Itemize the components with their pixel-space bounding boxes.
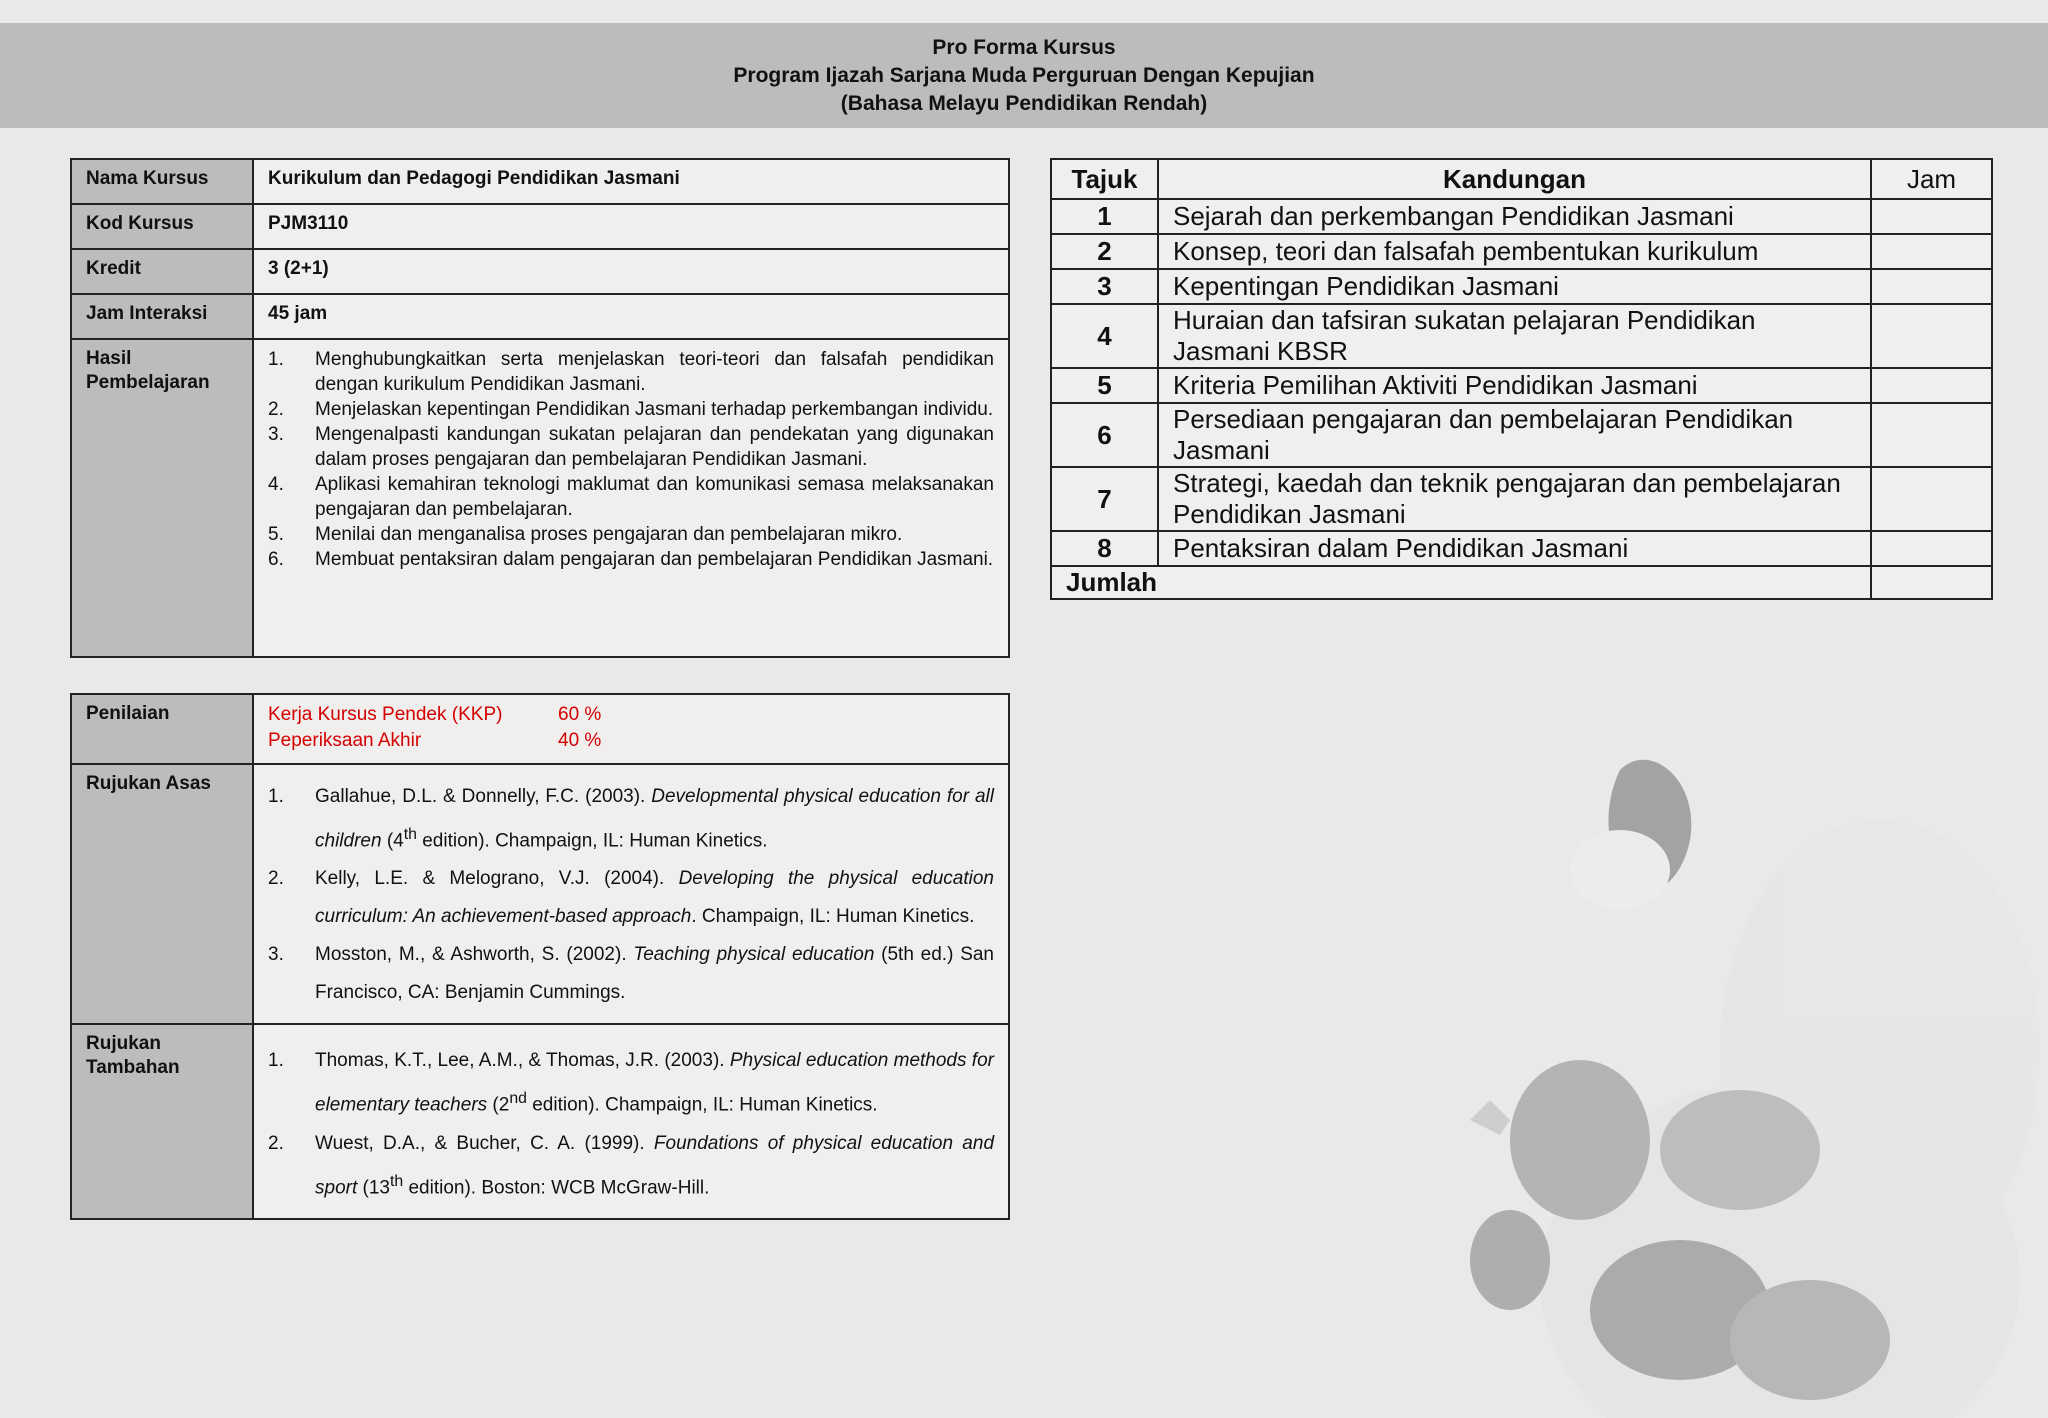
outcome-text: Menjelaskan kepentingan Pendidikan Jasmani terhadap perkembangan individu. [315, 399, 994, 420]
outcomes-cell [253, 339, 1009, 657]
reference-authors: Kelly, L.E. & Melograno, V.J. (2004). [315, 868, 679, 890]
reference-number: 1. [268, 786, 284, 807]
outcome-item [268, 347, 994, 397]
outcome-text: Membuat pentaksiran dalam pengajaran dan pembelajaran Pendidikan Jasmani. [315, 549, 994, 570]
outcome-text: Mengenalpasti kandungan sukatan pelajaran dan pendekatan yang digunakan dalam proses pengajaran dan pembelajaran Pendidikan Jasmani. [315, 424, 994, 470]
reference-authors: Gallahue, D.L. & Donnelly, F.C. (2003). [315, 786, 652, 807]
total-hours [1871, 566, 1992, 599]
reference-number: 3. [268, 944, 284, 966]
topic-content: Konsep, teori dan falsafah pembentukan kurikulum [1158, 234, 1871, 269]
reference-edition-suffix: nd [509, 1090, 527, 1108]
reference-title: Developing the physical education curriculum: An achievement-based approach [315, 868, 995, 928]
assessment-item [268, 728, 994, 754]
assessment-percent: 60 % [558, 704, 602, 725]
topic-row [1051, 304, 1992, 368]
outcome-item [268, 472, 994, 522]
outcome-item [268, 522, 994, 547]
topic-content: Persediaan pengajaran dan pembelajaran Pendidikan Jasmani [1158, 403, 1871, 467]
assessment-name: Peperiksaan Akhir [268, 730, 422, 751]
outcomes-row [71, 339, 1009, 657]
additional-references-row [71, 1024, 1009, 1219]
panda-watermark-illustration [1440, 720, 2048, 1418]
topic-number: 8 [1051, 531, 1158, 566]
course-code-label: Kod Kursus [71, 204, 253, 249]
topic-number: 1 [1051, 199, 1158, 234]
topics-header-row [1051, 159, 1992, 199]
header-program: Program Ijazah Sarjana Muda Perguruan Dengan Kepujian [733, 64, 1315, 87]
total-row [1051, 566, 1992, 599]
reference-item [268, 936, 994, 1012]
course-name-label: Nama Kursus [71, 159, 253, 204]
outcome-item [268, 547, 994, 572]
reference-item [268, 1042, 994, 1124]
outcome-item [268, 397, 994, 422]
reference-authors: Thomas, K.T., Lee, A.M., & Thomas, J.R. (2003). [315, 1050, 730, 1072]
topic-hours [1871, 199, 1992, 234]
topic-content: Strategi, kaedah dan teknik pengajaran dan pembelajaran Pendidikan Jasmani [1158, 467, 1871, 531]
reference-item [268, 1125, 994, 1207]
assessment-label: Penilaian [71, 694, 253, 764]
topic-row [1051, 403, 1992, 467]
header-specialization: (Bahasa Melayu Pendidikan Rendah) [840, 92, 1208, 115]
assessment-references-table [70, 693, 1010, 1220]
hours-row [71, 294, 1009, 339]
main-references-label: Rujukan Asas [71, 764, 253, 1024]
topic-row [1051, 199, 1992, 234]
reference-title: Teaching physical education [633, 944, 875, 966]
topic-content: Huraian dan tafsiran sukatan pelajaran Pendidikan Jasmani KBSR [1158, 304, 1871, 368]
credit-label: Kredit [71, 249, 253, 294]
reference-edition: (13 [357, 1176, 390, 1198]
topic-hours [1871, 531, 1992, 566]
assessment-name: Kerja Kursus Pendek (KKP) [268, 704, 503, 725]
reference-title: Foundations of physical education and sport [315, 1132, 995, 1198]
additional-references-label: Rujukan Tambahan [71, 1024, 253, 1219]
main-references-cell [253, 764, 1009, 1024]
header-title: Pro Forma Kursus [932, 36, 1116, 59]
topic-number: 2 [1051, 234, 1158, 269]
topic-row [1051, 269, 1992, 304]
topic-content: Pentaksiran dalam Pendidikan Jasmani [1158, 531, 1871, 566]
reference-title: Physical education methods for elementary teachers [315, 1050, 994, 1116]
course-code-row [71, 204, 1009, 249]
outcome-text: Menilai dan menganalisa proses pengajaran dan pembelajaran mikro. [315, 524, 903, 545]
credit-value: 3 (2+1) [253, 249, 1009, 294]
course-name-value: Kurikulum dan Pedagogi Pendidikan Jasmani [253, 159, 1009, 204]
outcome-text: Menghubungkaitkan serta menjelaskan teori-teori dan falsafah pendidikan dengan kurikulum Pendidikan Jasmani. [315, 349, 994, 395]
topic-number: 6 [1051, 403, 1158, 467]
reference-edition-suffix: th [390, 1172, 404, 1190]
assessment-item [268, 702, 994, 728]
topic-row [1051, 467, 1992, 531]
assessment-cell [253, 694, 1009, 764]
outcome-number: 4. [268, 474, 284, 495]
main-references-row [71, 764, 1009, 1024]
reference-publisher: edition). Champaign, IL: Human Kinetics. [416, 830, 768, 852]
reference-edition: (4 [381, 830, 404, 852]
topic-row [1051, 368, 1992, 403]
hours-column-header: Jam [1871, 159, 1992, 199]
topic-number: 7 [1051, 467, 1158, 531]
topic-number: 5 [1051, 368, 1158, 403]
reference-number: 2. [268, 1132, 284, 1154]
outcome-number: 1. [268, 349, 284, 370]
reference-publisher: (5th ed.) San Francisco, CA: Benjamin Cummings. [315, 944, 994, 1004]
topic-row [1051, 531, 1992, 566]
outcome-number: 6. [268, 549, 284, 570]
credit-row [71, 249, 1009, 294]
additional-references-list [268, 1032, 994, 1211]
outcomes-label: Hasil Pembelajaran [71, 339, 253, 657]
topic-hours [1871, 368, 1992, 403]
reference-publisher: edition). Champaign, IL: Human Kinetics. [526, 1094, 878, 1116]
topic-content: Kriteria Pemilihan Aktiviti Pendidikan Jasmani [1158, 368, 1871, 403]
content-column-header: Kandungan [1158, 159, 1871, 199]
topic-hours [1871, 234, 1992, 269]
outcome-number: 5. [268, 524, 284, 545]
outcome-number: 2. [268, 399, 284, 420]
main-references-list [268, 772, 994, 1016]
course-name-row [71, 159, 1009, 204]
course-info-table [70, 158, 1010, 658]
reference-number: 1. [268, 1050, 284, 1072]
reference-title: Developmental physical education for all children [315, 786, 994, 852]
topic-content: Kepentingan Pendidikan Jasmani [1158, 269, 1871, 304]
reference-authors: Wuest, D.A., & Bucher, C. A. (1999). [315, 1132, 654, 1154]
outcome-item [268, 422, 994, 472]
outcome-text: Aplikasi kemahiran teknologi maklumat dan komunikasi semasa melaksanakan pengajaran dan pembelajaran. [315, 474, 994, 520]
outcome-number: 3. [268, 424, 284, 445]
page-header [0, 23, 2048, 128]
reference-item [268, 860, 994, 936]
outcomes-list [268, 347, 994, 572]
topic-row [1051, 234, 1992, 269]
reference-item [268, 778, 994, 860]
reference-edition-suffix: th [403, 826, 417, 843]
reference-authors: Mosston, M., & Ashworth, S. (2002). [315, 944, 634, 966]
hours-label: Jam Interaksi [71, 294, 253, 339]
topics-table [1050, 158, 1993, 600]
reference-publisher: edition). Boston: WCB McGraw-Hill. [403, 1176, 710, 1198]
topic-hours [1871, 304, 1992, 368]
topic-hours [1871, 269, 1992, 304]
reference-edition: (2 [487, 1094, 510, 1116]
topic-hours [1871, 403, 1992, 467]
course-code-value: PJM3110 [253, 204, 1009, 249]
reference-number: 2. [268, 868, 284, 890]
total-label: Jumlah [1051, 566, 1871, 599]
hours-value: 45 jam [253, 294, 1009, 339]
assessment-row [71, 694, 1009, 764]
assessment-percent: 40 % [558, 730, 602, 751]
topic-content: Sejarah dan perkembangan Pendidikan Jasmani [1158, 199, 1871, 234]
topic-number: 3 [1051, 269, 1158, 304]
topic-column-header: Tajuk [1051, 159, 1158, 199]
topic-number: 4 [1051, 304, 1158, 368]
topic-hours [1871, 467, 1992, 531]
additional-references-cell [253, 1024, 1009, 1219]
reference-publisher: . Champaign, IL: Human Kinetics. [691, 906, 975, 928]
